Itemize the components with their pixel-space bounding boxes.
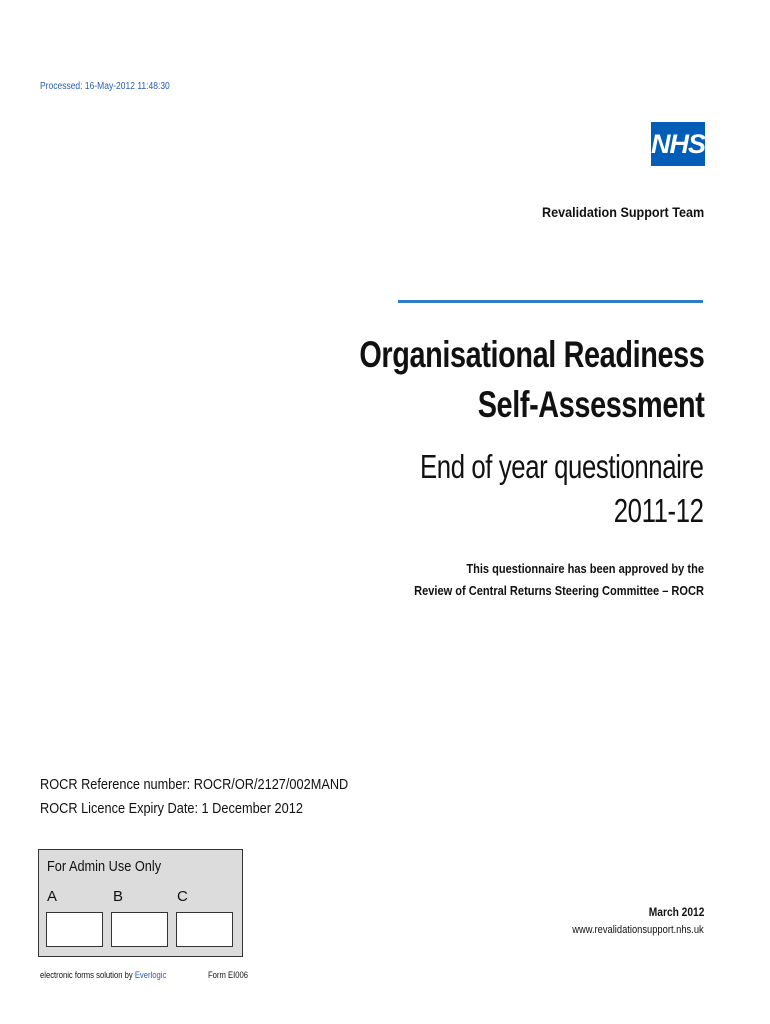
admin-field-a[interactable] [46, 912, 103, 947]
approval-line-2: Review of Central Returns Steering Committee – ROCR [414, 583, 704, 598]
admin-field-b[interactable] [111, 912, 168, 947]
forms-credit [40, 970, 166, 980]
admin-label-c: C [177, 888, 188, 905]
title-line-1: Organisational Readiness [358, 334, 704, 375]
divider [398, 300, 703, 303]
website-url[interactable]: www.revalidationsupport.nhs.uk [572, 924, 704, 936]
subtitle-line-1: End of year questionnaire [420, 448, 704, 485]
forms-credit-prefix: electronic forms solution by [40, 970, 135, 980]
rocr-reference: ROCR Reference number: ROCR/OR/2127/002MAND [40, 776, 349, 793]
processed-timestamp: Processed: 16-May-2012 11:48:30 [40, 81, 170, 92]
approval-line-1: This questionnaire has been approved by the [466, 561, 704, 576]
title-line-2: Self-Assessment [477, 384, 704, 425]
admin-box [38, 849, 243, 957]
page-subtitle [420, 445, 704, 533]
admin-label-b: B [113, 888, 124, 905]
nhs-logo: NHS [651, 122, 705, 166]
rocr-info [40, 773, 348, 821]
admin-field-c[interactable] [176, 912, 233, 947]
everlogic-link[interactable]: Everlogic [134, 970, 167, 980]
page-title [359, 330, 704, 430]
form-code: Form EI006 [208, 970, 248, 980]
team-name: Revalidation Support Team [541, 204, 704, 220]
subtitle-line-2: 2011-12 [614, 492, 704, 529]
rocr-expiry: ROCR Licence Expiry Date: 1 December 2012 [40, 800, 303, 817]
approval-note [414, 558, 704, 602]
publication-date: March 2012 [648, 905, 704, 919]
admin-title: For Admin Use Only [47, 858, 162, 875]
admin-label-a: A [47, 888, 58, 905]
